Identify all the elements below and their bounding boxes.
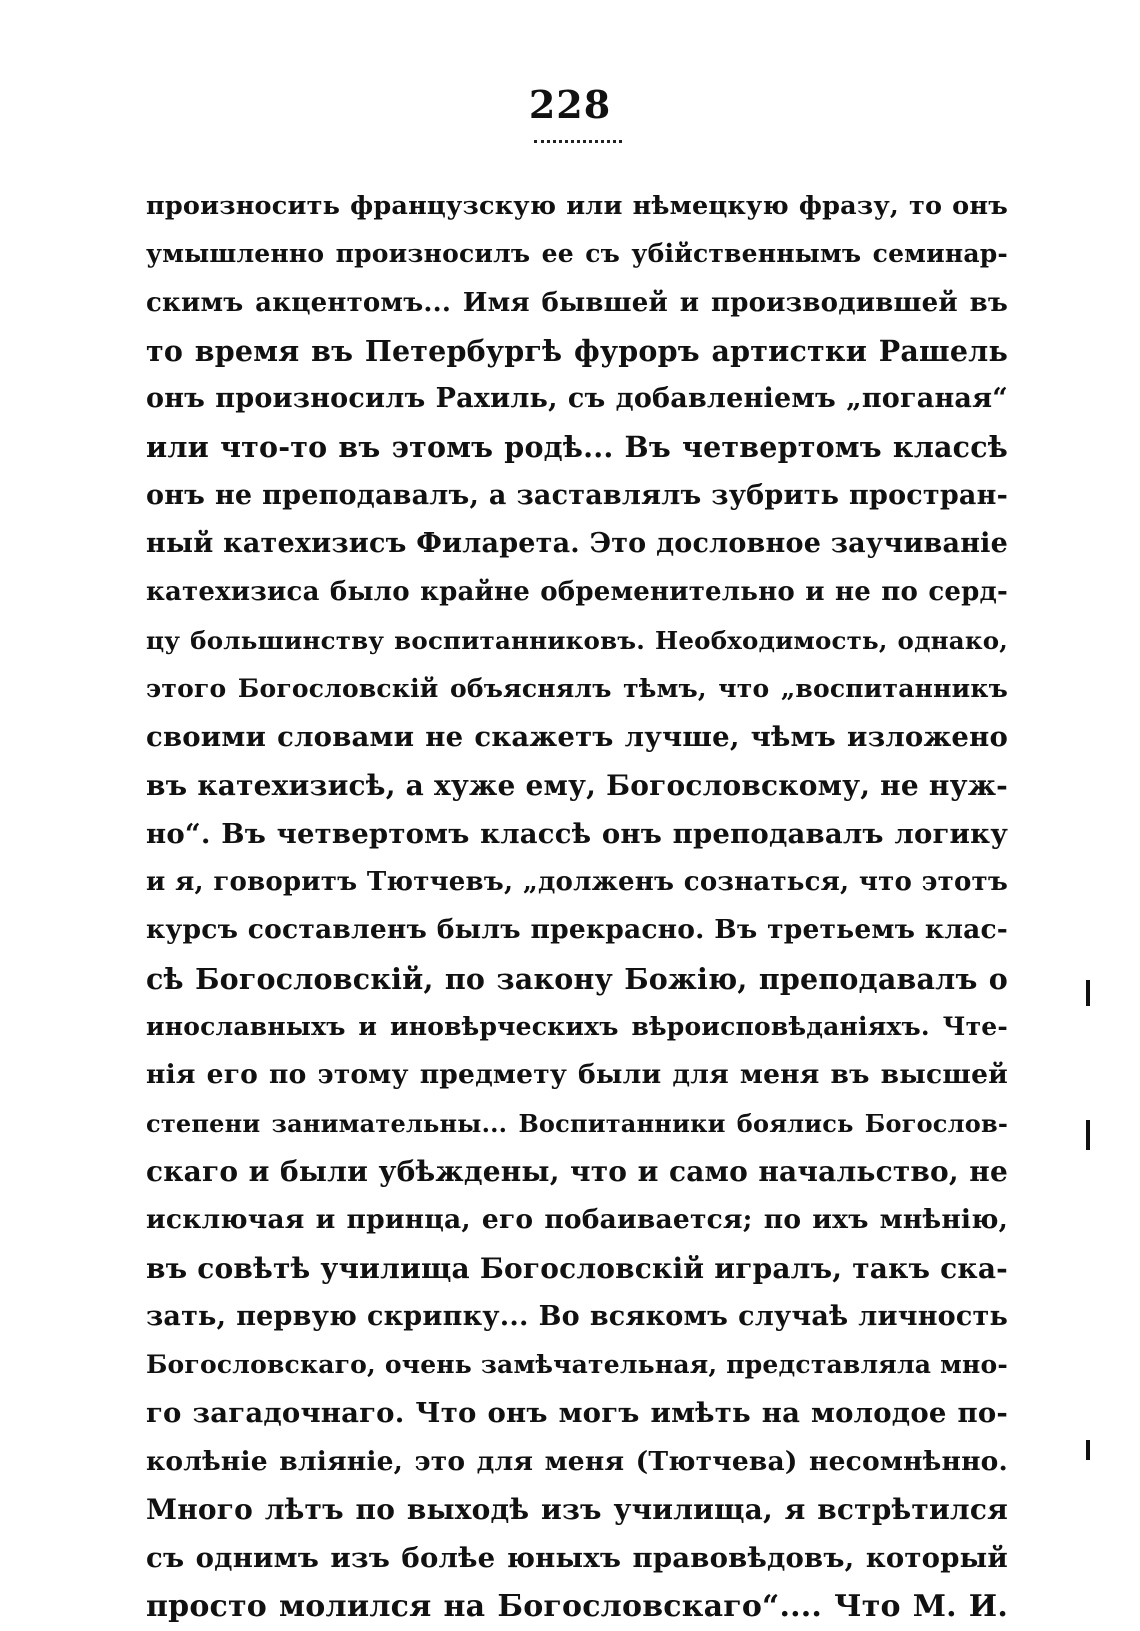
text-line: въ совѣтѣ училища Богословскій игралъ, такъ ска- [146,1251,1008,1285]
text-line: исключая и принца, его побаивается; по ихъ мнѣнію, [146,1204,1008,1236]
text-line: этого Богословскій объяснялъ тѣмъ, что „воспитанникъ [146,673,1008,703]
text-line: катехизиса было крайне обременительно и не по серд- [146,577,1008,608]
text-line: онъ произносилъ Рахиль, съ добавленіемъ „поганая“ [146,383,1008,415]
text-line: или что-то въ этомъ родѣ... Въ четвертомъ классѣ [146,430,1008,465]
text-line: степени занимательны... Воспитанники боялись Богослов- [146,1108,1008,1138]
text-line: Богословскаго, очень замѣчательная, представляла мно- [146,1350,1008,1380]
text-line: своими словами не скажетъ лучше, чѣмъ изложено [146,721,1008,754]
text-line: нія его по этому предмету были для меня въ высшей [146,1059,1008,1091]
text-line: скимъ акцентомъ... Имя бывшей и производившей въ [146,287,1008,318]
text-line: просто молился на Богословскаго“.... Что М. И. [146,1588,1008,1624]
text-line: умышленно произносилъ ее съ убійственнымъ семинар- [146,239,1008,269]
text-line: Много лѣтъ по выходѣ изъ училища, я встрѣтился [146,1493,1008,1527]
text-line: съ однимъ изъ болѣе юныхъ правовѣдовъ, который [146,1542,1008,1575]
text-line: произносить французскую или нѣмецкую фразу, то онъ [146,191,1008,221]
text-line: и я, говоритъ Тютчевъ, „долженъ сознаться, что этотъ [146,867,1008,898]
text-line: но“. Въ четвертомъ классѣ онъ преподавалъ логику [146,817,1008,850]
text-line: онъ не преподавалъ, а заставлялъ зубрить простран- [146,479,1008,511]
text-line: цу большинству воспитанниковъ. Необходимость, однако, [146,625,1008,655]
margin-scan-mark [1086,980,1090,1006]
text-line: инославныхъ и иновѣрческихъ вѣроисповѣданіяхъ. Чте- [146,1012,1008,1042]
margin-scan-mark [1086,1440,1090,1460]
text-line: ный катехизисъ Филарета. Это дословное заучиваніе [146,528,1008,560]
page-number: 228 [528,82,612,127]
text-line: скаго и были убѣждены, что и само начальство, не [146,1154,1008,1188]
text-line: зать, первую скрипку... Во всякомъ случаѣ личность [146,1300,1008,1332]
text-line: го загадочнаго. Что онъ могъ имѣть на молодое по- [146,1397,1008,1430]
text-line: то время въ Петербургѣ фуроръ артистки Рашель [146,333,1008,368]
text-line: въ катехизисѣ, а хуже ему, Богословскому, не нуж- [146,768,1008,802]
text-line: сѣ Богословскій, по закону Божію, преподавалъ о [146,961,1008,996]
text-line: колѣніе вліяніе, это для меня (Тютчева) несомнѣнно. [146,1445,1008,1477]
text-line: курсъ составленъ былъ прекрасно. Въ третьемъ клас- [146,914,1008,946]
margin-scan-mark [1086,1120,1090,1150]
body-text [146,182,1008,1631]
page-number-underline [534,140,622,143]
